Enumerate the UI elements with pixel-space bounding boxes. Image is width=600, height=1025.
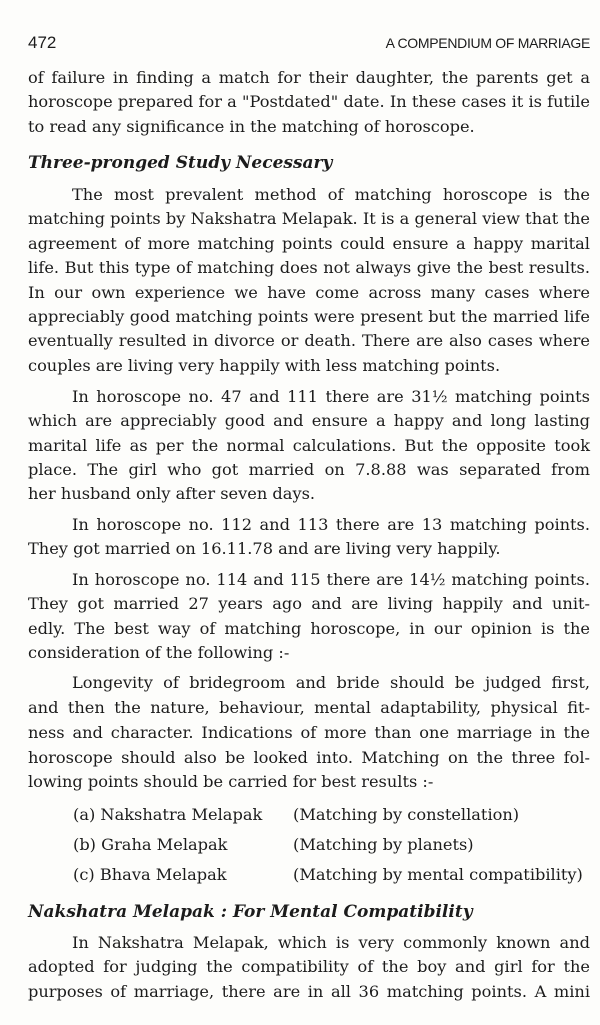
text-line: horoscope prepared for a "Postdated" date. In these cases it is futile (28, 92, 590, 111)
list-item-description: (Matching by constellation) (293, 805, 520, 824)
text-line: purposes of marriage, there are in all 36 matching points. A mini (28, 982, 590, 1001)
list-item-description: (Matching by mental compatibility) (293, 865, 583, 884)
list-item-description: (Matching by planets) (293, 835, 474, 854)
text-line: lowing points should be carried for best results :- (28, 772, 434, 791)
text-line: edly. The best way of matching horoscope, in our opinion is the (28, 619, 590, 638)
text-line: Longevity of bridegroom and bride should be judged first, (72, 673, 590, 692)
text-line: and then the nature, behaviour, mental adaptability, physical fit- (28, 698, 590, 717)
page-number: 472 (28, 33, 57, 52)
text-line: agreement of more matching points could ensure a happy marital (28, 234, 590, 253)
text-line: horoscope should also be looked into. Matching on the three fol- (28, 748, 590, 767)
list-item-name: (b) Graha Melapak (73, 835, 228, 854)
text-line: place. The girl who got married on 7.8.88 was separated from (28, 460, 590, 479)
text-line: In horoscope no. 112 and 113 there are 13 matching points. (72, 515, 590, 534)
text-line: consideration of the following :- (28, 643, 290, 662)
running-title: A COMPENDIUM OF MARRIAGE (385, 35, 590, 51)
text-line: to read any significance in the matching of horoscope. (28, 117, 475, 136)
text-line: appreciably good matching points were present but the married life (28, 307, 590, 326)
text-line: of failure in finding a match for their daughter, the parents get a (28, 68, 590, 87)
list-item-name: (a) Nakshatra Melapak (73, 805, 263, 824)
text-line: The most prevalent method of matching horoscope is the (72, 185, 590, 204)
text-line: marital life as per the normal calculations. But the opposite took (28, 436, 590, 455)
text-line: life. But this type of matching does not always give the best results. (28, 258, 590, 277)
section-heading: Nakshatra Melapak : For Mental Compatibility (28, 902, 473, 922)
list-item-name: (c) Bhava Melapak (73, 865, 227, 884)
text-line: her husband only after seven days. (28, 484, 316, 503)
list-item (73, 803, 520, 827)
text-line: ness and character. Indications of more than one marriage in the (28, 723, 590, 742)
text-line: adopted for judging the compatibility of the boy and girl for the (28, 957, 590, 976)
text-line: matching points by Nakshatra Melapak. It is a general view that the (28, 209, 590, 228)
text-line: eventually resulted in divorce or death. There are also cases where (28, 331, 590, 350)
text-line: couples are living very happily with less matching points. (28, 356, 501, 375)
text-line: They got married 27 years ago and are living happily and unit- (28, 594, 590, 613)
list-item (73, 833, 474, 857)
section-heading: Three-pronged Study Necessary (28, 153, 333, 173)
text-line: They got married on 16.11.78 and are living very happily. (28, 539, 501, 558)
text-line: which are appreciably good and ensure a happy and long lasting (28, 411, 590, 430)
text-line: In horoscope no. 47 and 111 there are 31½ matching points (72, 387, 590, 406)
list-item (73, 863, 583, 887)
text-line: In Nakshatra Melapak, which is very commonly known and (72, 933, 590, 952)
text-line: In horoscope no. 114 and 115 there are 14½ matching points. (72, 570, 590, 589)
text-line: In our own experience we have come across many cases where (28, 283, 590, 302)
